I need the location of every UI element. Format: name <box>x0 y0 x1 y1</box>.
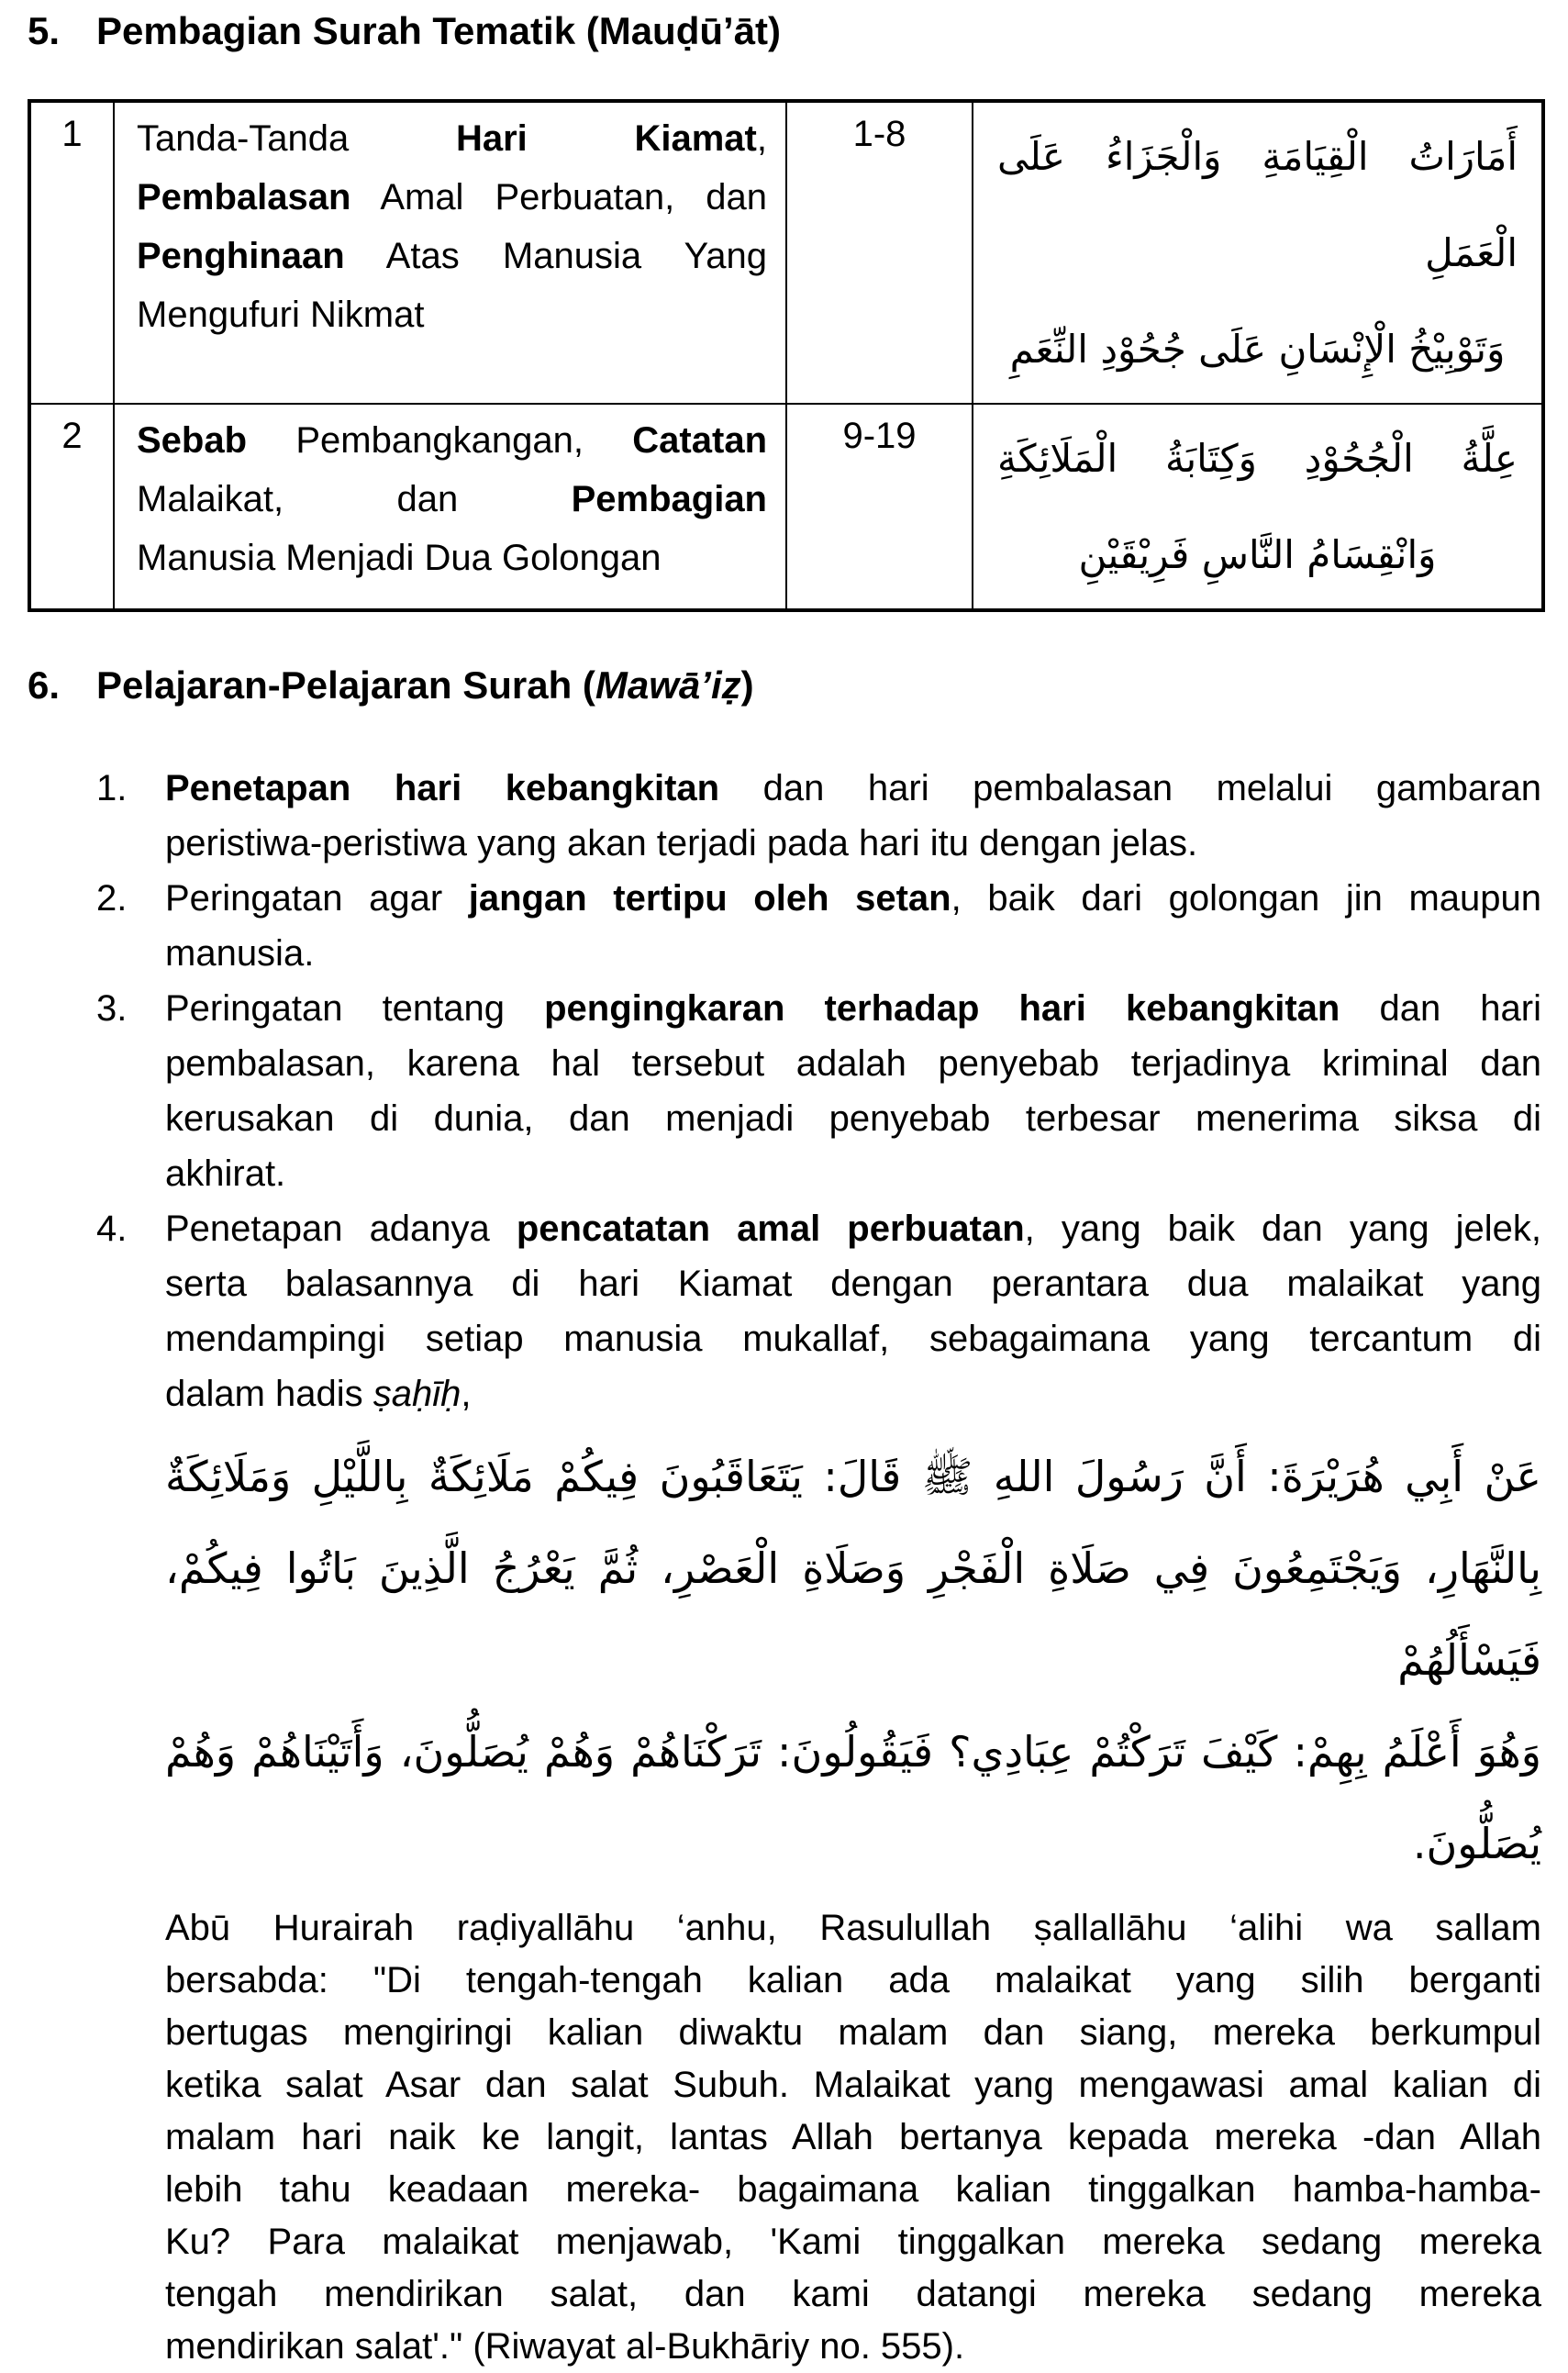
text-segment: jangan tertipu oleh setan <box>468 878 951 919</box>
text-segment: pembalasan, karena hal tersebut adalah penyebab terjadinya kriminal dan <box>165 1043 1541 1084</box>
text-line: وَهُوَ أَعْلَمُ بِهِمْ: كَيْفَ تَرَكْتُمْ عِبَادِي؟ فَيَقُولُونَ: تَرَكْنَاهُمْ وَهُمْ يُصَلُّونَ، وَأَتَيْنَاهُمْ وَهُمْ <box>165 1727 1541 1777</box>
text-line: mendirikan salat'." (Riwayat al-Bukhāriy no. 555). <box>165 2326 965 2367</box>
text-line: malam hari naik ke langit, lantas Allah bertanya kepada mereka -dan Allah <box>165 2117 1541 2157</box>
text-segment: Peringatan tentang <box>165 988 545 1029</box>
row-arabic-cell <box>973 101 1543 404</box>
text-line <box>165 1146 1541 1201</box>
section-5-heading <box>0 0 1568 55</box>
lessons-list <box>96 761 1541 1421</box>
text-line: Ku? Para malaikat menjawab, 'Kami tinggalkan mereka sedang mereka <box>165 2222 1541 2262</box>
text-segment: Pembangkangan, <box>247 420 633 461</box>
text-line <box>137 168 767 227</box>
text-line: tengah mendirikan salat, dan kami datangi mereka sedang mereka <box>165 2274 1541 2314</box>
text-segment: Penetapan adanya <box>165 1209 517 1249</box>
text-segment: , <box>756 118 767 159</box>
text-segment: , <box>461 1374 472 1414</box>
text-segment: serta balasannya di hari Kiamat dengan perantara dua malaikat yang <box>165 1264 1541 1304</box>
text-segment: Mawā’iẓ <box>595 663 741 707</box>
text-line: lebih tahu keadaan mereka- bagaimana kalian tinggalkan hamba-hamba- <box>165 2169 1541 2210</box>
text-line: ketika salat Asar dan salat Subuh. Malaikat yang mengawasi amal kalian di <box>165 2065 1541 2105</box>
text-line <box>165 1036 1541 1091</box>
text-segment: Atas Manusia Yang <box>344 236 767 276</box>
text-segment: ṣaḥīḥ <box>373 1374 462 1414</box>
row-theme-cell <box>114 101 786 404</box>
text-line <box>165 1366 1541 1421</box>
lesson-item-1 <box>96 761 1541 871</box>
section-6-title <box>96 662 1568 709</box>
thematic-division-table <box>28 99 1545 612</box>
text-segment: Amal Perbuatan, dan <box>350 177 767 217</box>
text-line <box>137 529 767 587</box>
text-segment: pencatatan amal perbuatan <box>516 1209 1025 1249</box>
text-segment: Catatan <box>632 420 767 461</box>
text-line <box>165 1201 1541 1256</box>
text-segment: dan hari pembalasan melalui gambaran <box>719 768 1541 808</box>
text-segment: dan hari <box>1340 988 1541 1029</box>
lesson-number: 4. <box>96 1209 128 1249</box>
table-row-1 <box>29 101 1543 404</box>
lesson-text <box>165 981 1541 1201</box>
text-segment: Pembagian <box>571 479 767 519</box>
lesson-text <box>165 761 1541 871</box>
table-row-2 <box>29 404 1543 610</box>
text-line <box>165 981 1541 1036</box>
text-line: bertugas mengiringi kalian diwaktu malam dan siang, mereka berkumpul <box>165 2012 1541 2053</box>
section-6-number: 6. <box>28 663 61 707</box>
row-verses-cell: 9-19 <box>786 404 973 610</box>
text-segment: Pembalasan <box>137 177 351 217</box>
section-5-title: Pembagian Surah Tematik (Mauḍū’āt) <box>96 9 782 52</box>
text-line: عَنْ أَبِي هُرَيْرَةَ: أَنَّ رَسُولَ اللهِ ﷺ قَالَ: يَتَعَاقَبُونَ فِيكُمْ مَلَائِكَةٌ بِاللَّيْلِ وَمَلَائِكَةٌ <box>165 1452 1541 1501</box>
text-line: وَانْقِسَامُ النَّاسِ فَرِيْقَيْنِ <box>1078 532 1437 577</box>
text-line: يُصَلُّونَ. <box>1412 1819 1541 1868</box>
lesson-text <box>165 871 1541 981</box>
lesson-item-3 <box>96 981 1541 1201</box>
row-arabic-cell <box>973 404 1543 610</box>
text-line <box>137 227 767 285</box>
text-segment: peristiwa-peristiwa yang akan terjadi pada hari itu dengan jelas. <box>165 823 1198 863</box>
text-line <box>137 285 767 344</box>
row-number-cell: 2 <box>29 404 114 610</box>
text-line <box>165 871 1541 926</box>
text-line <box>165 1311 1541 1366</box>
text-line <box>165 761 1541 816</box>
text-line <box>165 1256 1541 1311</box>
text-line: بِالنَّهَارِ، وَيَجْتَمِعُونَ فِي صَلَاةِ الْفَجْرِ وَصَلَاةِ الْعَصْرِ، ثُمَّ يَعْرُجُ الَّذِينَ بَاتُوا فِيكُمْ، فَيَسْأَلُهُمْ <box>165 1543 1541 1685</box>
text-segment: Tanda-Tanda <box>137 118 456 159</box>
text-segment: , baik dari golongan jin maupun <box>951 878 1542 919</box>
text-line: Abū Hurairah raḍiyallāhu ‘anhu, Rasulullah ṣallallāhu ‘alihi wa sallam <box>165 1908 1541 1948</box>
text-line <box>165 1091 1541 1146</box>
text-line <box>137 470 767 529</box>
text-line <box>137 109 767 168</box>
text-segment: manusia. <box>165 933 315 974</box>
lesson-number: 1. <box>96 768 128 808</box>
text-segment: Mengufuri Nikmat <box>137 295 425 335</box>
text-segment: akhirat. <box>165 1153 286 1194</box>
text-segment: Penetapan hari kebangkitan <box>165 768 720 808</box>
text-segment: dalam hadis <box>165 1374 373 1414</box>
lesson-number: 3. <box>96 988 128 1029</box>
text-segment: Penghinaan <box>137 236 345 276</box>
text-segment: Sebab <box>137 420 248 461</box>
text-segment: ) <box>740 663 754 707</box>
text-line <box>165 926 1541 981</box>
section-6-heading <box>0 662 1568 709</box>
lesson-item-4 <box>96 1201 1541 1421</box>
hadith-translation <box>165 1902 1541 2373</box>
text-segment: Pelajaran-Pelajaran Surah ( <box>96 663 595 707</box>
text-segment: mendampingi setiap manusia mukallaf, sebagaimana yang tercantum di <box>165 1319 1541 1359</box>
text-segment: Peringatan agar <box>165 878 469 919</box>
section-5-number: 5. <box>28 9 61 52</box>
row-number-cell: 1 <box>29 101 114 404</box>
text-line: وَتَوْبِيْخُ الْإِنْسَانِ عَلَى جُحُوْدِ النِّعَمِ <box>1009 327 1506 372</box>
row-theme-cell <box>114 404 786 610</box>
lesson-item-2 <box>96 871 1541 981</box>
text-line <box>137 411 767 470</box>
text-line <box>165 816 1541 871</box>
text-segment: , yang baik dan yang jelek, <box>1024 1209 1542 1249</box>
text-segment: pengingkaran terhadap hari kebangkitan <box>544 988 1340 1029</box>
hadith-arabic-text <box>165 1431 1541 1889</box>
text-line: أَمَارَاتُ الْقِيَامَةِ وَالْجَزَاءُ عَلَى الْعَمَلِ <box>997 134 1518 275</box>
lesson-text <box>165 1201 1541 1421</box>
lesson-number: 2. <box>96 878 128 919</box>
text-segment: kerusakan di dunia, dan menjadi penyebab terbesar menerima siksa di <box>165 1098 1541 1139</box>
text-line: عِلَّةُ الْجُحُوْدِ وَكِتَابَةُ الْمَلَائِكَةِ <box>997 436 1518 481</box>
text-segment: Malaikat, dan <box>137 479 572 519</box>
row-verses-cell: 1-8 <box>786 101 973 404</box>
text-segment: Manusia Menjadi Dua Golongan <box>137 538 662 578</box>
text-segment: Hari Kiamat <box>455 118 757 159</box>
text-line: bersabda: "Di tengah-tengah kalian ada malaikat yang silih berganti <box>165 1960 1541 2000</box>
